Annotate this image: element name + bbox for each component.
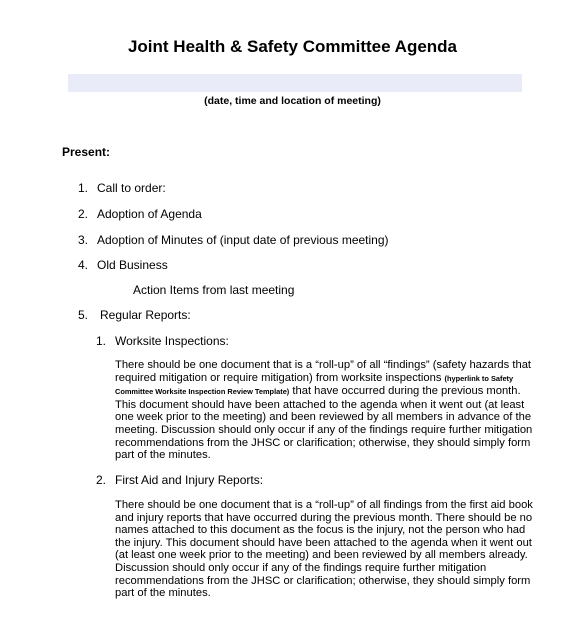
old-business-subitem-label: Action Items from last meeting [133,283,295,297]
present-label: Present: [62,145,111,159]
agenda-item-number: 2. [77,207,88,221]
agenda-item-label: Old Business [97,258,168,272]
agenda-item-number: 1. [77,181,88,195]
report-paragraph: There should be one document that is a “roll-up” of all findings from the first aid book and injury reports that have occurred during the previous month. There should be no names attached to this document as the focus is the injury, not the person who had the injury. This document should have been attached to the agenda when it went out (at least one week prior to the meeting) and been reviewed by all members already. Discussion should only occur if any of the findings require further mitigation recommendations from the JHSC or clarification; otherwise, they should simply form part of the minutes. [115,499,533,600]
report-number: 2. [95,473,106,487]
report-paragraph-text: There should be one document that is a “roll-up” of all “findings” (safety hazards that required mitigation or require mitigation) from worksite inspections [115,359,532,384]
agenda-item-label: Call to order: [97,181,166,195]
agenda-item-label: Regular Reports: [100,308,191,322]
report-label: Worksite Inspections: [115,334,229,348]
agenda-item-number: 5. [77,308,88,322]
report-number: 1. [95,334,106,348]
page-title: Joint Health & Safety Committee Agenda [127,37,458,56]
report-label: First Aid and Injury Reports: [115,473,264,487]
fill-in-field[interactable] [68,74,522,92]
agenda-item-number: 4. [77,258,88,272]
agenda-item-label: Adoption of Agenda [97,207,202,221]
report-paragraph-text: that have occurred during the previous month. This document should have been attached to the agenda when it went out (at least one week prior to the meeting) and been reviewed by all members in advance of the meeting. Discussion should only occur if any of the findings require further mitigation recommendations from the JHSC or clarification; otherwise, they should simply form part of the minutes. [115,385,533,462]
agenda-item-label: Adoption of Minutes of (input date of previous meeting) [97,233,389,247]
report-paragraph [115,359,535,462]
meeting-details-caption: (date, time and location of meeting) [204,95,381,107]
template-hyperlink[interactable]: (hyperlink to Safety Committee Worksite Inspection Review Template) [115,373,514,397]
agenda-item-number: 3. [77,233,88,247]
